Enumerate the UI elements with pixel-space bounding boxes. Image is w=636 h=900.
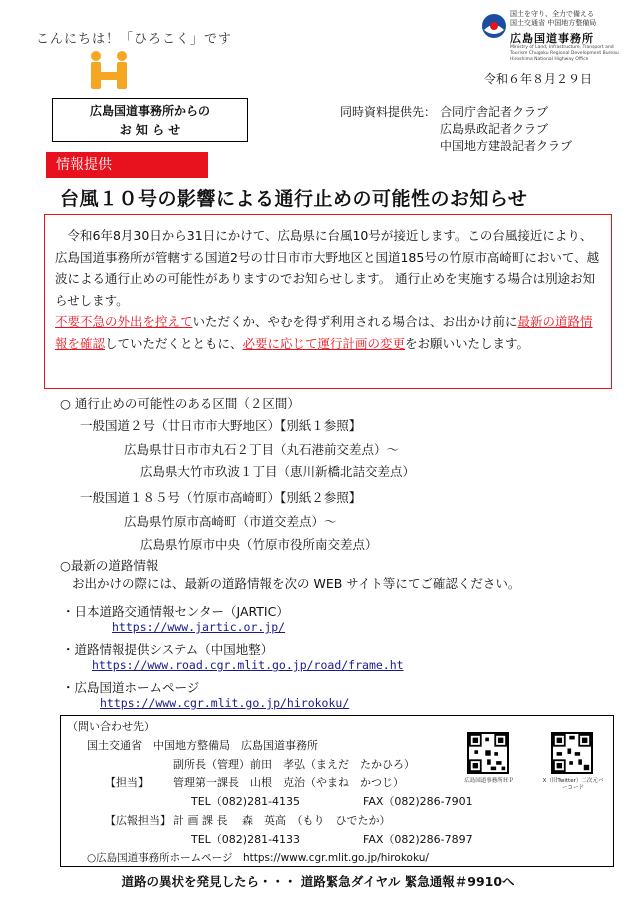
text: していただくとともに、 <box>105 335 243 351</box>
latest-info-heading: ○最新の道路情報 <box>60 558 159 573</box>
contact-tanto: 管理第一課長 山根 克治（やまね かつじ） <box>173 776 404 789</box>
notice-line2: お 知 ら せ <box>119 123 181 137</box>
qr-code-x-icon[interactable] <box>551 732 593 774</box>
org-name: 広島国道事務所 <box>510 32 594 45</box>
main-notice <box>44 214 612 389</box>
page-title: 台風１０号の影響による通行止めの可能性のお知らせ <box>60 188 528 210</box>
route185-to: 広島県竹原市中央（竹原市役所南交差点） <box>140 537 378 552</box>
link-road-info[interactable]: https://www.road.cgr.mlit.go.jp/road/frame.ht <box>92 658 404 672</box>
link-label-road: ・道路情報提供システム（中国地整） <box>62 642 274 657</box>
release-date: 令和６年８月２９日 <box>483 72 592 86</box>
warning-change-plan: 必要に応じて運行計画の変更 <box>242 335 406 351</box>
main-paragraph-2 <box>55 311 603 354</box>
contact-vice: 副所長（管理）前田 孝弘（まえだ たかひろ） <box>173 758 415 771</box>
qr-caption-x: X（旧Twitter）二次元バーコード <box>542 778 604 791</box>
notice-line1: 広島国道事務所からの <box>89 104 210 118</box>
route185-title: 一般国道１８５号（竹原市高崎町）【別紙２参照】 <box>80 490 362 505</box>
fax1: FAX（082)286-7901 <box>363 795 473 808</box>
latest-info-text: お出かけの際には、最新の道路情報を次の WEB サイト等にてご確認ください。 <box>72 576 521 591</box>
fax2: FAX（082)286-7897 <box>363 833 473 846</box>
slogan: 国土を守り、全力で備える 国土交通省 中国地方整備局 <box>510 10 597 27</box>
link-hirokoku[interactable]: https://www.cgr.mlit.go.jp/hirokoku/ <box>100 696 350 710</box>
route185-from: 広島県竹原市高崎町（市道交差点）～ <box>124 514 337 529</box>
footer-emergency-dial: 道路の異状を発見したら・・・ 道路緊急ダイヤル 緊急通報＃9910へ <box>121 874 515 889</box>
contact-box <box>60 715 614 867</box>
press-label: 同時資料提供先： <box>340 105 437 119</box>
hirokoku-h-logo-icon <box>86 50 132 90</box>
warning-check-info: 最新の道路情報を確認 <box>55 314 593 351</box>
text: をお願いいたします。 <box>405 335 530 351</box>
text: いただくか、やむを得ず利用される場合は、お出かけ前に <box>192 314 518 329</box>
info-tag: 情報提供 <box>46 152 208 178</box>
contact-org: 国土交通省 中国地方整備局 広島国道事務所 <box>87 739 318 752</box>
link-label-jartic: ・日本道路交通情報センター（JARTIC） <box>62 604 289 619</box>
warning-stay-home: 不要不急の外出を控えて <box>55 314 193 329</box>
main-paragraph-1: 令和6年8月30日から31日にかけて、広島県に台風10号が接近します。この台風接近により、広島国道事務所が管轄する国道2号の廿日市市大野地区と国道185号の竹原市高崎町において、越波による通行止めの可能性がありますのでお知らせします。 通行止めを実施する場合は別途お知らせします。 <box>55 228 600 308</box>
closure-heading: ○ 通行止めの可能性のある区間（２区間） <box>60 396 300 411</box>
contact-homepage: ○広島国道事務所ホームページ https://www.cgr.mlit.go.jp/hirokoku/ <box>87 852 429 864</box>
press-recipients <box>340 104 572 155</box>
notice-box <box>52 98 248 142</box>
link-label-hirokoku: ・広島国道ホームページ <box>62 680 200 695</box>
org-name-english: Ministry of Land, Infrastructure, Transport and Tourism Chugoku Regional Development Bureau Hiroshima National Highway Office <box>510 45 619 62</box>
qr-caption-hp: 広島国道事務所ＨＰ <box>464 778 514 784</box>
tel1: TEL（082)281-4135 <box>191 795 301 808</box>
qr-code-hp-icon[interactable] <box>467 732 509 774</box>
mascot-greeting: こんにちは！「ひろこく」です <box>36 32 233 47</box>
press-club: 広島県政記者クラブ <box>440 122 549 136</box>
press-club: 合同庁舎記者クラブ <box>440 105 549 119</box>
link-jartic[interactable]: https://www.jartic.or.jp/ <box>112 620 286 634</box>
press-club: 中国地方建設記者クラブ <box>440 139 573 153</box>
contact-heading: （問い合わせ先） <box>67 720 155 733</box>
mlit-emblem-icon <box>480 12 508 52</box>
tel2: TEL（082)281-4133 <box>191 833 301 846</box>
tanto-label: 【担当】 <box>105 776 149 789</box>
koho-label: 【広報担当】 <box>105 814 171 827</box>
route2-title: 一般国道２号（廿日市市大野地区）【別紙１参照】 <box>80 418 362 433</box>
route2-from: 広島県廿日市市丸石２丁目（丸石港前交差点）～ <box>124 442 400 457</box>
route2-to: 広島県大竹市玖波１丁目（恵川新橋北詰交差点） <box>140 464 416 479</box>
contact-koho: 計 画 課 長 森 英高 （もり ひでたか） <box>173 814 391 827</box>
